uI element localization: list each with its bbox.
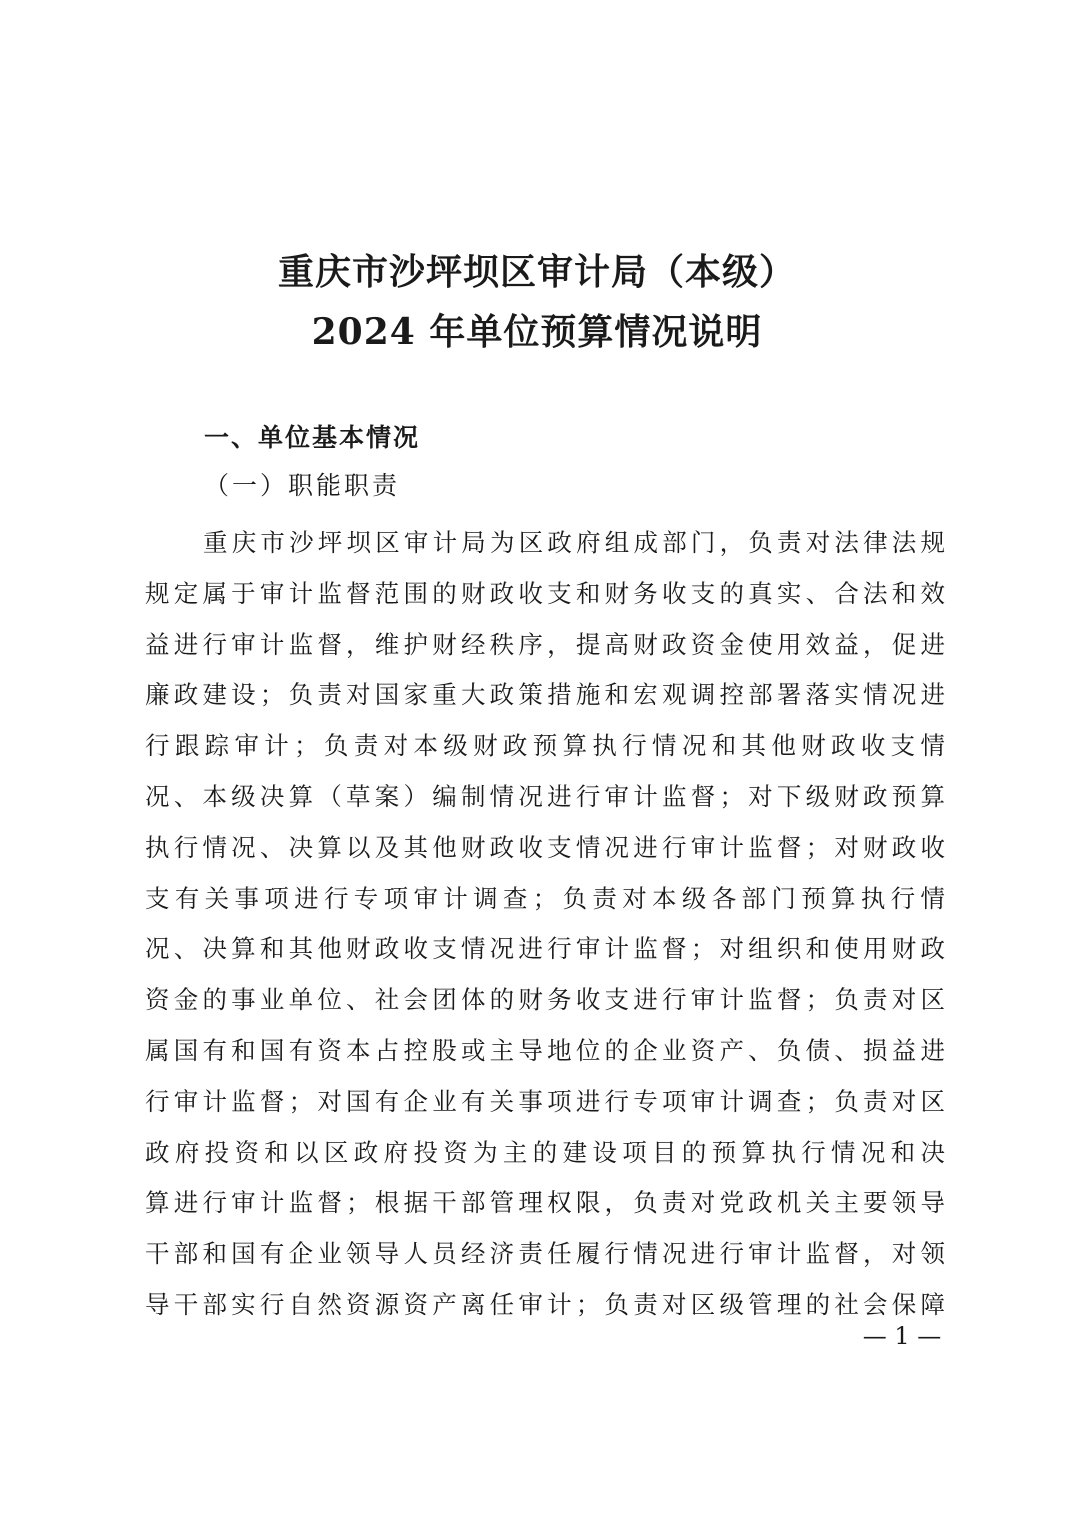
body-line: 政府投资和以区政府投资为主的建设项目的预算执行情况和决 — [145, 1137, 945, 1167]
body-line: 规定属于审计监督范围的财政收支和财务收支的真实、合法和效 — [145, 578, 945, 608]
subsection-heading-duties: （一）职能职责 — [204, 471, 401, 500]
page-number: — 1 — — [862, 1322, 942, 1350]
document-title-line-1: 重庆市沙坪坝区审计局（本级） — [277, 251, 796, 293]
body-line: 行跟踪审计；负责对本级财政预算执行情况和其他财政收支情 — [145, 731, 945, 761]
document-title-line-2: 2024 年单位预算情况说明 — [311, 311, 763, 353]
body-line: 况、决算和其他财政收支情况进行审计监督；对组织和使用财政 — [145, 934, 945, 964]
body-line: 廉政建设；负责对国家重大政策措施和宏观调控部署落实情况进 — [145, 680, 945, 710]
body-line: 导干部实行自然资源资产离任审计；负责对区级管理的社会保障 — [145, 1289, 945, 1319]
body-line: 支有关事项进行专项审计调查；负责对本级各部门预算执行情 — [145, 883, 945, 913]
body-line: 资金的事业单位、社会团体的财务收支进行审计监督；负责对区 — [145, 985, 945, 1015]
body-line: 益进行审计监督，维护财经秩序，提高财政资金使用效益，促进 — [145, 629, 945, 659]
section-heading-basic-info: 一、单位基本情况 — [204, 423, 421, 452]
body-line: 干部和国有企业领导人员经济责任履行情况进行审计监督，对领 — [145, 1239, 945, 1269]
body-line: 执行情况、决算以及其他财政收支情况进行审计监督；对财政收 — [145, 832, 945, 862]
body-line: 重庆市沙坪坝区审计局为区政府组成部门，负责对法律法规 — [203, 528, 945, 557]
body-line: 况、本级决算（草案）编制情况进行审计监督；对下级财政预算 — [145, 781, 945, 811]
body-line: 属国有和国有资本占控股或主导地位的企业资产、负债、损益进 — [145, 1035, 945, 1065]
body-line: 行审计监督；对国有企业有关事项进行专项审计调查；负责对区 — [145, 1086, 945, 1116]
body-line: 算进行审计监督；根据干部管理权限，负责对党政机关主要领导 — [145, 1188, 945, 1218]
body-paragraph — [145, 518, 945, 1331]
